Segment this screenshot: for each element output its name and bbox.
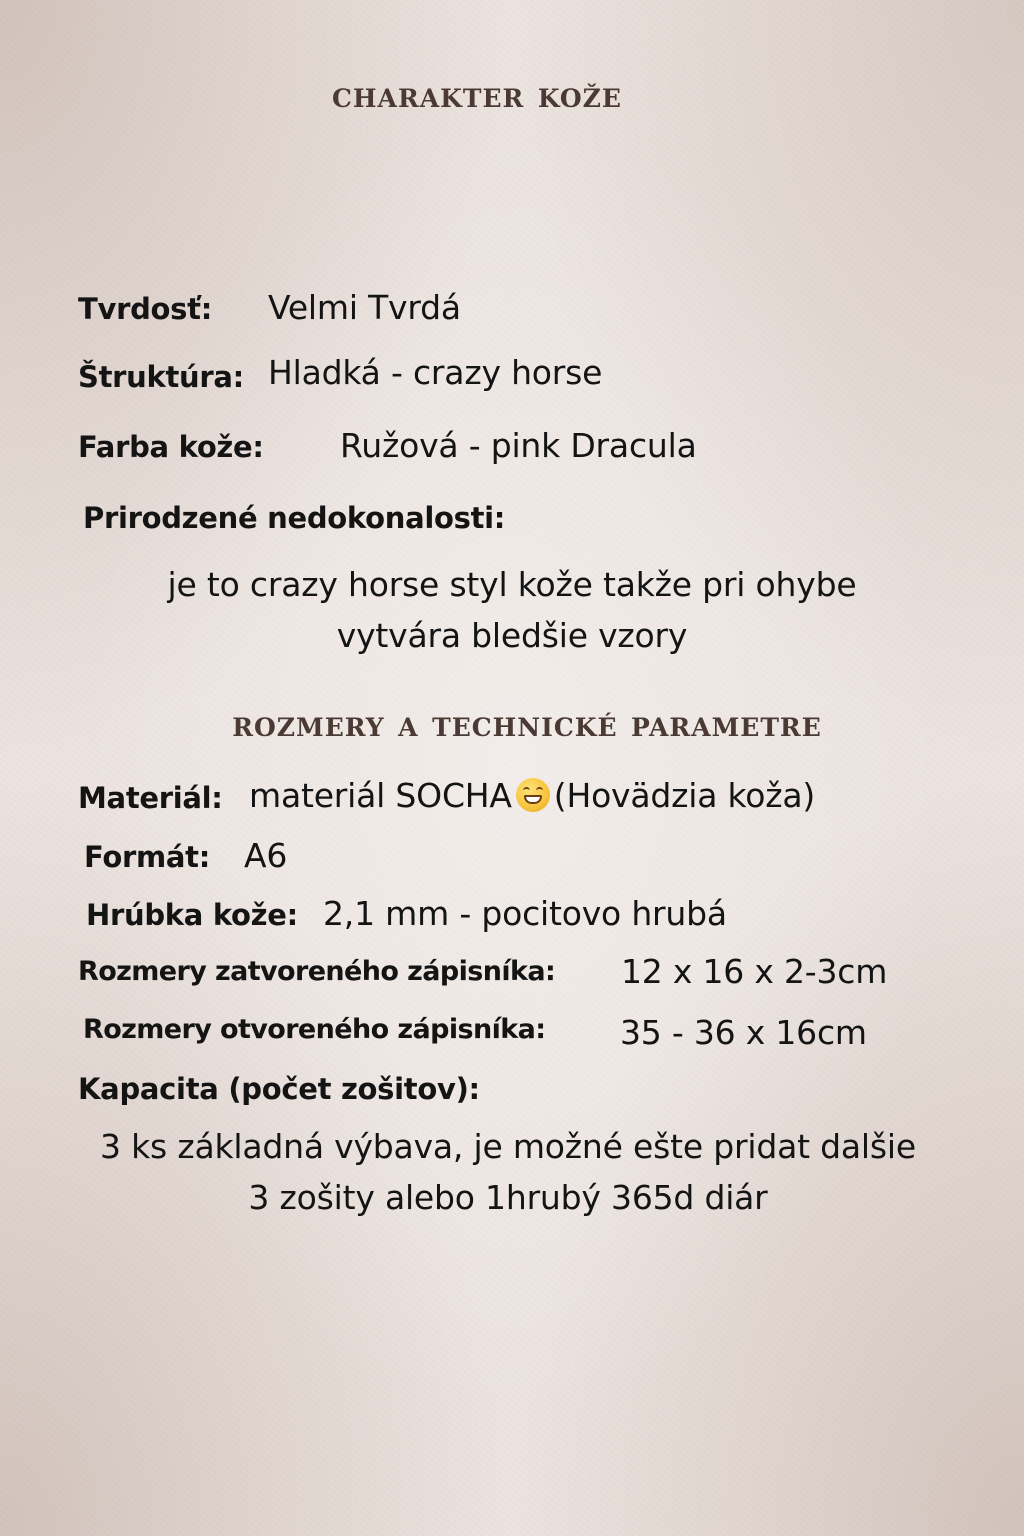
imperfections-label: Prirodzené nedokonalosti:	[83, 501, 506, 535]
hardness-label: Tvrdosť:	[78, 292, 212, 326]
character-heading: charakter kože	[332, 74, 622, 116]
open-size-value: 35 - 36 x 16cm	[620, 1013, 867, 1052]
grinning-face-icon	[516, 778, 550, 812]
format-label: Formát:	[84, 840, 211, 874]
capacity-line-2: 3 zošity alebo 1hrubý 365d diár	[248, 1178, 768, 1217]
dimensions-heading: rozmery a technické parametre	[232, 703, 822, 745]
material-label: Materiál:	[78, 781, 223, 815]
thickness-value: 2,1 mm - pocitovo hrubá	[323, 894, 727, 933]
structure-label: Štruktúra:	[78, 360, 244, 394]
imperfections-line-2: vytvára bledšie vzory	[336, 616, 688, 655]
closed-size-label: Rozmery zatvoreného zápisníka:	[78, 956, 556, 987]
hardness-value: Velmi Tvrdá	[268, 288, 461, 327]
leather-color-value: Ružová - pink Dracula	[340, 426, 697, 465]
material-value	[249, 776, 815, 815]
closed-size-value: 12 x 16 x 2-3cm	[621, 952, 888, 991]
thickness-label: Hrúbka kože:	[86, 898, 298, 932]
structure-value: Hladká - crazy horse	[268, 353, 603, 392]
imperfections-text	[0, 559, 1024, 661]
capacity-line-1: 3 ks základná výbava, je možné ešte pridat dalšie	[100, 1127, 916, 1166]
material-name: materiál SOCHA	[249, 776, 512, 815]
format-value: A6	[244, 836, 288, 875]
capacity-label: Kapacita (počet zošitov):	[78, 1072, 480, 1106]
material-type: (Hovädzia koža)	[553, 776, 816, 815]
imperfections-line-1: je to crazy horse styl kože takže pri ohybe	[167, 565, 857, 604]
capacity-text	[0, 1121, 1016, 1223]
open-size-label: Rozmery otvoreného zápisníka:	[83, 1014, 546, 1045]
leather-color-label: Farba kože:	[78, 430, 264, 464]
